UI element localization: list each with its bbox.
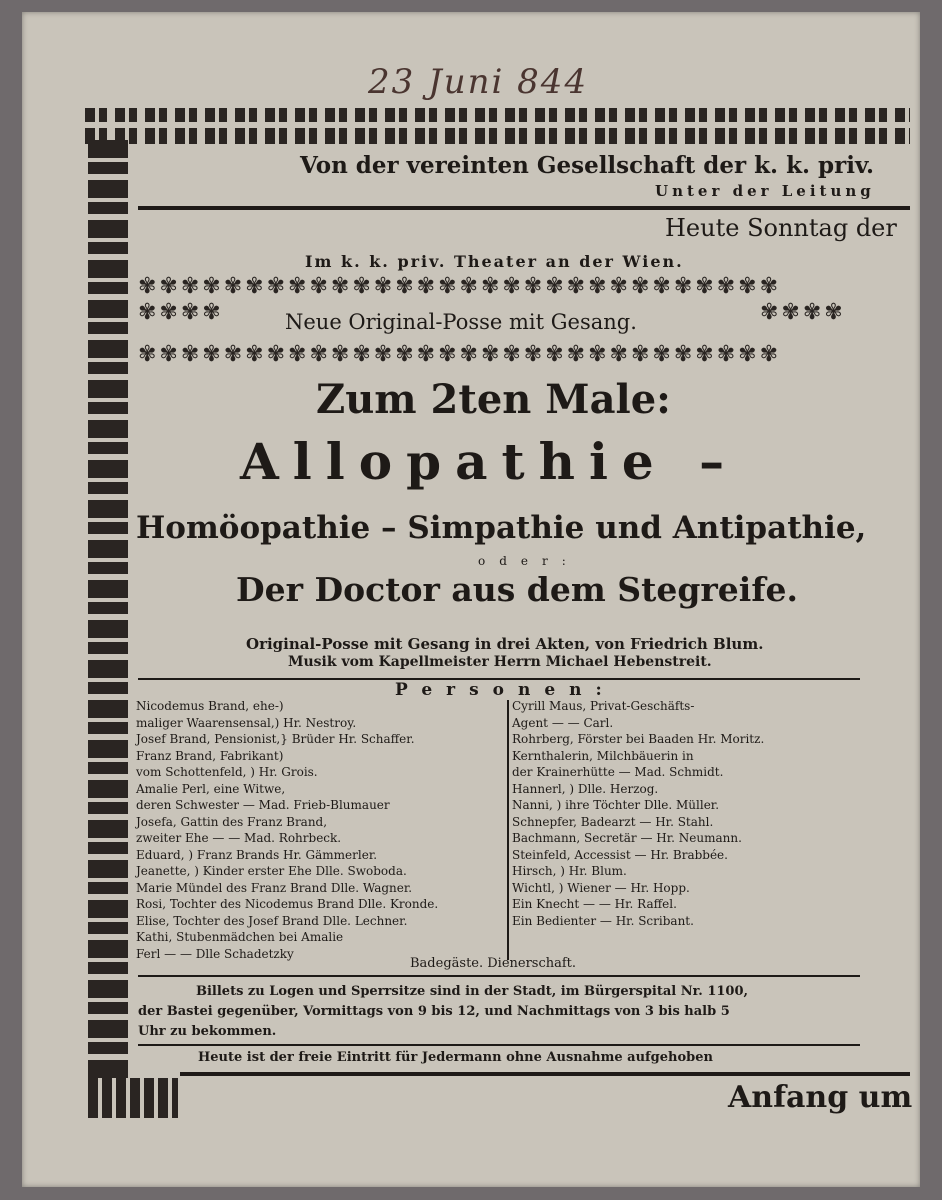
performance-number: Zum 2ten Male: [316,376,671,423]
ornament-border-top [85,108,910,144]
cast-column-divider [507,700,509,960]
cast-entry: Eduard, ) Franz Brands Hr. Gämmerler. [136,847,378,862]
cast-entry: Hirsch, ) Hr. Blum. [512,864,627,878]
cast-entry: Josef Brand, Pensionist,} Brüder Hr. Schaffer. [136,732,415,746]
cast-entry: der Krainerhütte — Mad. Schmidt. [512,765,724,779]
flower-ornament-row-top: ✾✾✾✾✾✾✾✾✾✾✾✾✾✾✾✾✾✾✾✾✾✾✾✾✾✾✾✾✾✾ [138,274,782,299]
ornament-border-left [88,140,128,1100]
cast-entry: Agent — — Carl. [512,715,614,730]
oder-word: oder: [478,554,580,568]
cast-entry: Ein Knecht — — Hr. Raffel. [512,897,677,911]
cast-entry: Hannerl, ) Dlle. Herzog. [512,781,659,796]
tickets-line-1: Billets zu Logen und Sperrsitze sind in der Stadt, im Bürgerspital Nr. 1100, [196,984,749,999]
flower-ornament-left: ✾✾✾✾ [138,300,224,325]
cast-entry: Jeanette, ) Kinder erster Ehe Dlle. Swoboda. [136,864,407,878]
cast-entry: Ein Bedienter — Hr. Scribant. [512,913,694,928]
cast-entry: Josefa, Gattin des Franz Brand, [136,814,328,829]
main-title: Allopathie – [240,432,739,491]
direction-line: Unter der Leitung [655,182,875,200]
cast-entry: Nicodemus Brand, ehe-) [136,699,284,713]
tickets-rule-top [138,975,860,977]
tickets-line-2: der Bastei gegenüber, Vormittags von 9 bis 12, und Nachmittags von 3 bis halb 5 [138,1004,730,1019]
cast-entry: Schnepfer, Badearzt — Hr. Stahl. [512,814,714,829]
cast-list-left [136,698,438,962]
sub-title: Homöopathie – Simpathie und Antipathie, [136,510,867,546]
company-line: Von der vereinten Gesellschaft der k. k. priv. [300,152,875,179]
flower-ornament-row-bottom: ✾✾✾✾✾✾✾✾✾✾✾✾✾✾✾✾✾✾✾✾✾✾✾✾✾✾✾✾✾✾ [138,342,782,367]
day-line: Heute Sonntag der [665,214,897,242]
cast-entry: deren Schwester — Mad. Frieb-Blumauer [136,798,390,812]
cast-entry: Bachmann, Secretär — Hr. Neumann. [512,831,742,845]
alt-title: Der Doctor aus dem Stegreife. [236,570,798,609]
tickets-line-3: Uhr zu bekommen. [138,1024,277,1039]
cast-entry: Wichtl, ) Wiener — Hr. Hopp. [512,880,690,895]
cast-entry: Rohrberg, Förster bei Baaden Hr. Moritz. [512,732,765,746]
cast-entry: vom Schottenfeld, ) Hr. Grois. [136,765,318,779]
footer-rule [180,1072,910,1076]
cast-entry: Cyrill Maus, Privat-Geschäfts- [512,699,695,713]
credits-author: Original-Posse mit Gesang in drei Akten, von Friedrich Blum. [246,635,764,653]
ornament-border-bottom [88,1078,178,1118]
cast-entry: Marie Mündel des Franz Brand Dlle. Wagner. [136,880,413,895]
cast-entry: Nanni, ) ihre Töchter Dlle. Müller. [512,798,720,812]
venue-line: Im k. k. priv. Theater an der Wien. [305,252,684,271]
cast-entry: zweiter Ehe — — Mad. Rohrbeck. [136,831,342,845]
genre-line: Neue Original-Posse mit Gesang. [285,310,637,334]
cast-entry: Franz Brand, Fabrikant) [136,748,284,763]
cast-entry: maliger Waarensensal,) Hr. Nestroy. [136,715,357,730]
cast-list-right [512,698,764,929]
free-entry-line: Heute ist der freie Eintritt für Jedermann ohne Ausnahme aufgehoben [198,1050,713,1065]
cast-entry: Ferl — — Dlle Schadetzky [136,946,294,961]
start-time-line: Anfang um [728,1080,913,1115]
cast-entry: Amalie Perl, eine Witwe, [136,781,286,796]
flower-ornament-right: ✾✾✾✾ [760,300,846,325]
tickets-rule-bottom [138,1044,860,1046]
header-rule [138,206,910,210]
cast-entry: Steinfeld, Accessist — Hr. Brabbée. [512,847,728,862]
handwritten-date: 23 Juni 844 [368,62,589,102]
personen-heading: Personen: [395,680,616,700]
cast-entry: Rosi, Tochter des Nicodemus Brand Dlle. Kronde. [136,897,439,911]
credits-music: Musik vom Kapellmeister Herrn Michael Hebenstreit. [288,654,712,670]
extras-line: Badegäste. Dienerschaft. [410,956,577,971]
cast-entry: Kernthalerin, Milchbäuerin in [512,748,694,763]
cast-entry: Elise, Tochter des Josef Brand Dlle. Lechner. [136,913,408,928]
cast-entry: Kathi, Stubenmädchen bei Amalie [136,930,344,944]
